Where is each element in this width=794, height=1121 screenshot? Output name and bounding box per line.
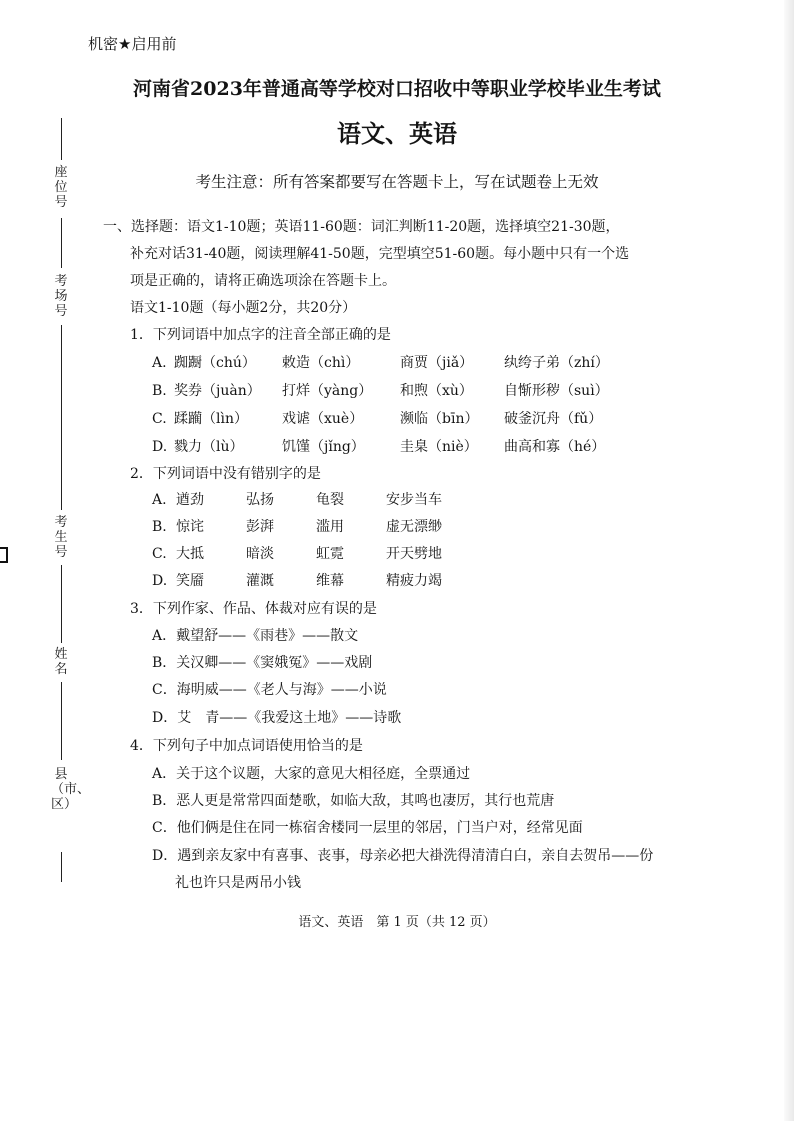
option-item: 自惭形秽（suì） — [504, 383, 609, 399]
option-item: 虹霓 — [316, 546, 344, 562]
option-item: 戮力（lù） — [174, 439, 244, 455]
option-row — [152, 437, 632, 457]
exam-room-label: 考场号 — [54, 274, 68, 319]
option-item: 踟蹰（chú） — [174, 355, 256, 371]
name-label: 姓名 — [54, 647, 68, 677]
option-row: A．戴望舒——《雨巷》——散文 — [152, 628, 359, 644]
part-heading: 语文1-10题（每小题2分，共20分） — [130, 300, 357, 316]
option-row — [152, 353, 632, 373]
option-letter: D. — [152, 573, 168, 589]
question-stem: 3．下列作家、作品、体裁对应有误的是 — [130, 601, 377, 617]
option-item: 曲高和寡（hé） — [504, 439, 606, 455]
option-item: 蹂躏（lìn） — [174, 411, 248, 427]
question-stem: 1．下列词语中加点字的注音全部正确的是 — [130, 327, 391, 343]
page-footer: 语文、英语 第 1 页（共 12 页） — [298, 915, 496, 930]
option-letter: B. — [152, 383, 167, 399]
option-item: 彭湃 — [246, 519, 274, 535]
option-item: 遒劲 — [176, 492, 204, 508]
option-letter: C. — [152, 546, 167, 562]
option-row: B．关汉卿——《窦娥冤》——戏剧 — [152, 655, 373, 671]
option-item: 敕造（chì） — [282, 355, 360, 371]
section-instruction: 补充对话31-40题，阅读理解41-50题，完型填空51-60题。每小题中只有一个选 — [130, 246, 630, 262]
option-letter: A. — [152, 355, 167, 371]
margin-line — [61, 565, 62, 643]
exam-title: 河南省2023年普通高等学校对口招收中等职业学校毕业生考试 — [133, 78, 661, 100]
option-item: 破釜沉舟（fǔ） — [504, 411, 603, 427]
option-letter: D. — [152, 439, 168, 455]
option-letter: C. — [152, 411, 167, 427]
option-row — [152, 409, 632, 429]
option-row: D．遇到亲友家中有喜事、丧事，母亲必把大褂洗得清清白白，亲自去贺吊——份 — [152, 848, 654, 864]
option-row — [152, 544, 482, 564]
candidate-number-label: 考生号 — [54, 515, 68, 560]
option-item: 饥馑（jǐng） — [282, 439, 365, 455]
section-instruction: 一、选择题：语文1-10题；英语11-60题：词汇判断11-20题，选择填空21-30题， — [103, 219, 620, 235]
confidential-mark: 机密★启用前 — [88, 35, 177, 53]
option-row — [152, 517, 482, 537]
option-item: 灌溉 — [246, 573, 274, 589]
option-item: 纨绔子弟（zhí） — [504, 355, 609, 371]
option-item: 商贾（jiǎ） — [400, 355, 474, 371]
option-item: 笑靥 — [176, 573, 204, 589]
margin-line — [61, 852, 62, 882]
county-label: 县（市、区） — [51, 767, 91, 812]
option-item: 惊诧 — [176, 519, 204, 535]
option-item: 圭臬（niè） — [400, 439, 478, 455]
option-item: 龟裂 — [316, 492, 344, 508]
margin-line — [61, 218, 62, 268]
seat-number-label: 座位号 — [54, 165, 68, 210]
option-item: 弘扬 — [246, 492, 274, 508]
section-instruction: 项是正确的，请将正确选项涂在答题卡上。 — [130, 273, 396, 289]
option-item: 戏谑（xuè） — [282, 411, 364, 427]
option-row: B．恶人更是常常四面楚歌，如临大敌，其鸣也凄厉，其行也荒唐 — [152, 793, 555, 809]
option-row: C．他们俩是住在同一栋宿舍楼同一层里的邻居，门当户对，经常见面 — [152, 820, 583, 836]
option-item: 暗淡 — [246, 546, 274, 562]
option-row: A．关于这个议题，大家的意见大相径庭，全票通过 — [152, 766, 471, 782]
option-row — [152, 571, 482, 591]
option-letter: A. — [152, 492, 167, 508]
margin-line — [61, 325, 62, 510]
option-row-continuation: 礼也许只是两吊小钱 — [175, 875, 301, 891]
option-item: 维幕 — [316, 573, 344, 589]
option-item: 精疲力竭 — [386, 573, 442, 589]
margin-line — [61, 118, 62, 160]
question-stem: 2．下列词语中没有错别字的是 — [130, 466, 321, 482]
option-row: C．海明威——《老人与海》——小说 — [152, 682, 387, 698]
option-item: 大抵 — [176, 546, 204, 562]
option-item: 虚无漂缈 — [386, 519, 442, 535]
binding-mark — [0, 547, 8, 563]
option-row: D．艾 青——《我爱这土地》——诗歌 — [152, 710, 402, 726]
margin-line — [61, 682, 62, 760]
option-letter: B. — [152, 519, 167, 535]
option-item: 奖券（juàn） — [174, 383, 261, 399]
option-item: 打烊（yàng） — [282, 383, 373, 399]
option-row — [152, 490, 482, 510]
option-row — [152, 381, 632, 401]
candidate-notice: 考生注意：所有答案都要写在答题卡上，写在试题卷上无效 — [195, 173, 599, 191]
option-item: 滥用 — [316, 519, 344, 535]
option-item: 开天劈地 — [386, 546, 442, 562]
question-stem: 4．下列句子中加点词语使用恰当的是 — [130, 738, 363, 754]
scan-edge — [784, 0, 794, 1121]
subject-title: 语文、英语 — [337, 120, 457, 148]
option-item: 安步当车 — [386, 492, 442, 508]
option-item: 濒临（bīn） — [400, 411, 479, 427]
option-item: 和煦（xù） — [400, 383, 473, 399]
